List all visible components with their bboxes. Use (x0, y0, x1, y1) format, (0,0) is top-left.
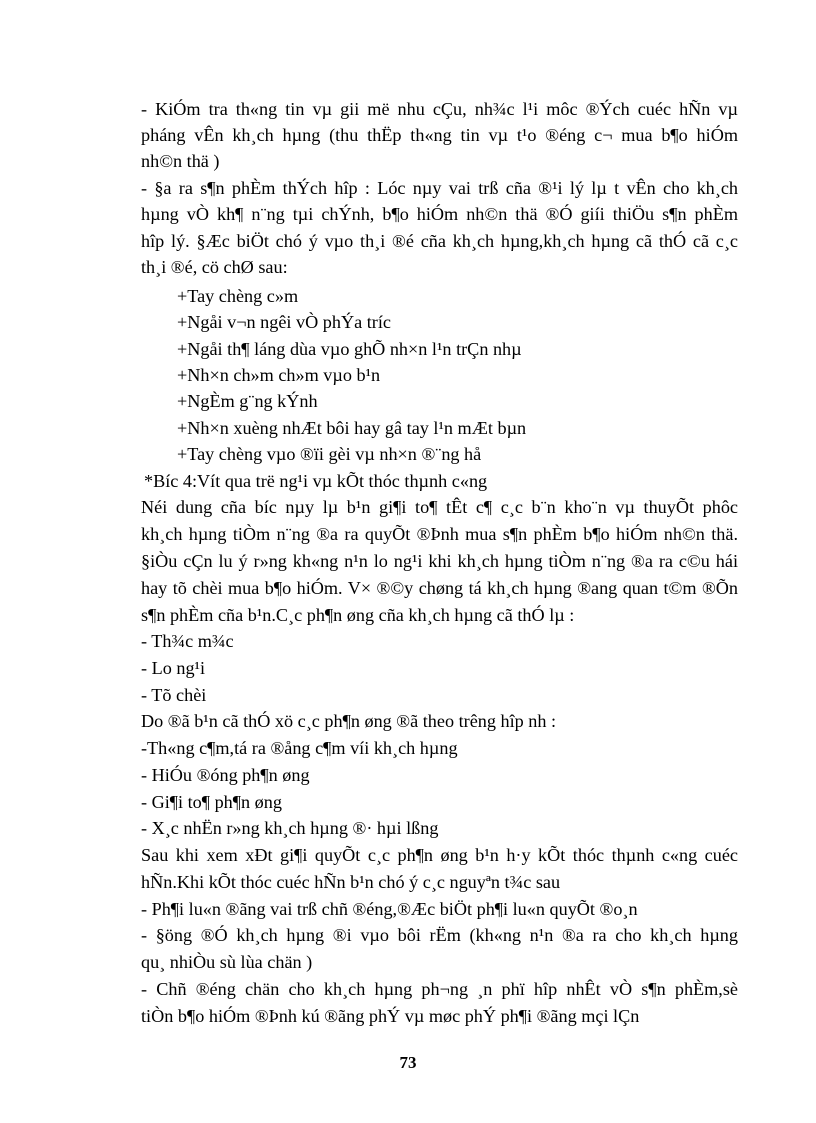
text-line: +NgÈm g¨ng kÝnh (177, 391, 318, 411)
text-line: +Nh×n ch»m ch»m vµo b¹n (177, 365, 381, 385)
text-line: +Tay chèng vµo ®ïi gèi vµ nh×n ®¨ng hå (177, 444, 482, 464)
text-line: - Ph¶i lu«n ®ãng vai trß chñ ®éng,®Æc biÖt ph¶i lu«n quyÕt ®o¸n (141, 899, 638, 919)
text-line: +Ngåi th¶ láng dùa vµo ghÕ nh×n l¹n trÇn nhµ (177, 339, 522, 359)
page-number: 73 (399, 1053, 417, 1072)
text-line: nh©n thä ) (141, 151, 220, 171)
text-line: - Tõ chèi (141, 685, 207, 705)
text-line: hµng vÒ kh¶ n¨ng tµi chÝnh, b¶o hiÓm nh©n thä ®Ó giíi thiÖu s¶n phÈm (141, 204, 738, 224)
text-line: - §öng ®Ó kh¸ch hµng ®i vµo bôi rËm (kh«ng n¹n ®a ra cho kh¸ch hµng (141, 925, 738, 945)
text-line: +Ngåi v¬n ngêi vÒ phÝa tríc (177, 312, 391, 332)
text-line: hay tõ chèi mua b¶o hiÓm. V× ®©y chøng tá kh¸ch hµng ®ang quan t©m ®Õn (141, 578, 738, 598)
text-line: - X¸c nhËn r»ng kh¸ch hµng ®· hµi lßng (141, 818, 439, 838)
text-line: - Chñ ®éng chän cho kh¸ch hµng ph¬ng ¸n phï hîp nhÊt vÒ s¶n phÈm,sè (141, 979, 738, 999)
text-line: s¶n phÈm cña b¹n.C¸c ph¶n øng cña kh¸ch hµng cã thÓ lµ : (141, 605, 575, 625)
text-line: kh¸ch hµng tiÒm n¨ng ®a ra quyÕt ®Þnh mua s¶n phÈm b¶o hiÓm nh©n thä. (141, 524, 738, 544)
text-line: Do ®ã b¹n cã thÓ xö c¸c ph¶n øng ®ã theo trêng hîp nh : (141, 711, 557, 731)
text-line: - §a ra s¶n phÈm thÝch hîp : Lóc nµy vai trß cña ®¹i lý lµ t vÊn cho kh¸ch (141, 178, 738, 198)
text-line: +Nh×n xuèng nhÆt bôi hay gâ tay l¹n mÆt bµn (177, 418, 527, 438)
section-heading: *Bíc 4:Vít qua trë ng¹i vµ kÕt thóc thµnh c«ng (144, 471, 488, 491)
text-line: - Th¾c m¾c (141, 631, 234, 651)
text-line: hÑn.Khi kÕt thóc cuéc hÑn b¹n chó ý c¸c nguyªn t¾c sau (141, 872, 561, 892)
text-line: - Gi¶i to¶ ph¶n øng (141, 792, 282, 812)
text-line: qu¸ nhiÒu sù lùa chän ) (141, 952, 313, 972)
text-line: Néi dung cña bíc nµy lµ b¹n gi¶i to¶ tÊt c¶ c¸c b¨n kho¨n vµ thuyÕt phôc (141, 497, 738, 517)
text-line: - KiÓm tra th«ng tin vµ gii më nhu cÇu, nh¾c l¹i môc ®Ých cuéc hÑn vµ (141, 99, 738, 119)
text-line: pháng vÊn kh¸ch hµng (thu thËp th«ng tin vµ t¹o ®éng c¬ mua b¶o hiÓm (141, 125, 738, 145)
text-line: th¸i ®é, cö chØ sau: (141, 257, 288, 277)
text-line: tiÒn b¶o hiÓm ®Þnh kú ®ãng phÝ vµ møc phÝ ph¶i ®ãng mçi lÇn (141, 1006, 640, 1026)
text-line: §iÒu cÇn lu ý r»ng kh«ng n¹n lo ng¹i khi kh¸ch hµng tiÒm n¨ng ®a ra c©u hái (141, 551, 738, 571)
text-line: hîp lý. §Æc biÖt chó ý vµo th¸i ®é cña kh¸ch hµng,kh¸ch hµng cã thÓ cã c¸c (141, 231, 738, 251)
text-line: - Lo ng¹i (141, 658, 206, 678)
text-line: +Tay chèng c»m (177, 286, 299, 306)
text-line: - HiÓu ®óng ph¶n øng (141, 765, 310, 785)
text-line: Sau khi xem xÐt gi¶i quyÕt c¸c ph¶n øng b¹n h·y kÕt thóc thµnh c«ng cuéc (141, 845, 738, 865)
text-line: -Th«ng c¶m,tá ra ®ång c¶m víi kh¸ch hµng (141, 738, 458, 758)
